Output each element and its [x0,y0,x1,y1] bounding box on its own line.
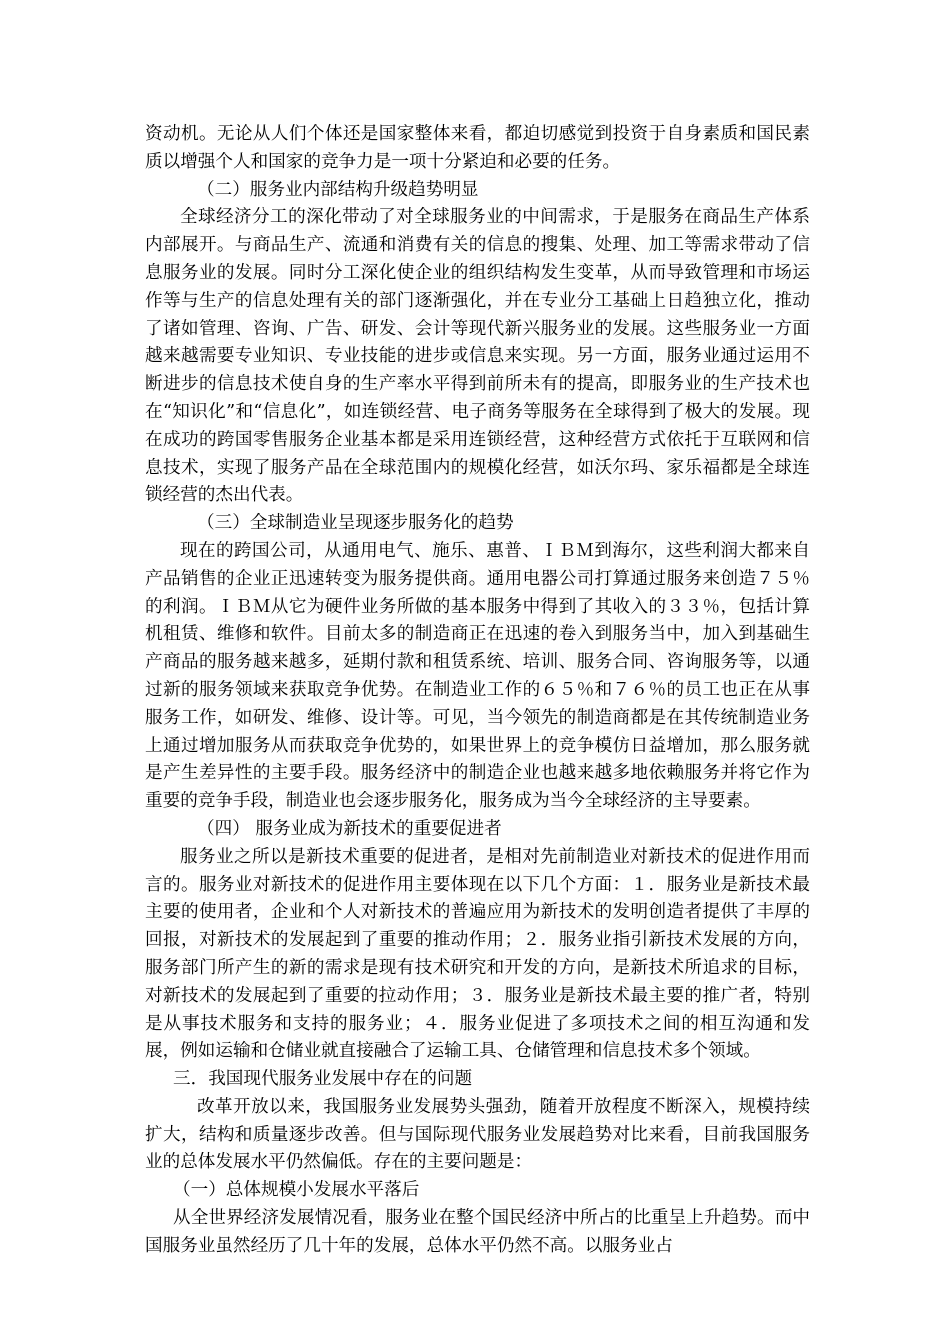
paragraph-continuation: 资动机。无论从人们个体还是国家整体来看，都迫切感觉到投资于自身素质和国民素质以增强个人和国家的竞争力是一项十分紧迫和必要的任务。 [145,124,810,172]
paragraph-3: 现在的跨国公司，从通用电气、施乐、惠普、ＩＢＭ到海尔，这些利润大都来自产品销售的企业正迅速转变为服务提供商。通用电器公司打算通过服务来创造７５％的利润。ＩＢＭ从它为硬件业务所做的基本服务中得到了其收入的３３％，包括计算机租赁、维修和软件。目前太多的制造商正在迅速的卷入到服务当中，加入到基础生产商品的服务越来越多，延期付款和租赁系统、培训、服务合同、咨询服务等，以通过新的服务领域来获取竞争优势。在制造业工作的６５％和７６％的员工也正在从事服务工作，如研发、维修、设计等。可见，当今领先的制造商都是在其传统制造业务上通过增加服务从而获取竞争优势的，如果世界上的竞争模仿日益增加，那么服务就是产生差异性的主要手段。服务经济中的制造企业也越来越多地依赖服务并将它作为重要的竞争手段，制造业也会逐步服务化，服务成为当今全球经济的主导要素。 [145,540,810,812]
paragraph-5: 改革开放以来，我国服务业发展势头强劲，随着开放程度不断深入，规模持续扩大，结构和质量逐步改善。但与国际现代服务业发展趋势对比来看，目前我国服务业的总体发展水平仍然偏低。存在的主要问题是： [145,1096,810,1173]
section-3-title: 三．我国现代服务业发展中存在的问题 [173,1069,473,1090]
paragraph-2: 全球经济分工的深化带动了对全球服务业的中间需求，于是服务在商品生产体系内部展开。与商品生产、流通和消费有关的信息的搜集、处理、加工等需求带动了信息服务业的发展。同时分工深化使企业的组织结构发生变革，从而导致管理和市场运作等与生产的信息处理有关的部门逐渐强化，并在专业分工基础上日趋独立化，推动了诸如管理、咨询、广告、研发、会计等现代新兴服务业的发展。这些服务业一方面越来越需要专业知识、专业技能的进步或信息来实现。另一方面，服务业通过运用不断进步的信息技术使自身的生产率水平得到前所未有的提高，即服务业的生产技术也在“知识化”和“信息化”，如连锁经营、电子商务等服务在全球得到了极大的发展。现在成功的跨国零售服务企业基本都是采用连锁经营，这种经营方式依托于互联网和信息技术，实现了服务产品在全球范围内的规模化经营，如沃尔玛、家乐福都是全球连锁经营的杰出代表。 [145,207,810,506]
heading-6: （一）总体规模小发展水平落后 [173,1180,420,1201]
heading-3: （三）全球制造业呈现逐步服务化的趋势 [197,513,514,534]
paragraph-4: 服务业之所以是新技术重要的促进者，是相对先前制造业对新技术的促进作用而言的。服务业对新技术的促进作用主要体现在以下几个方面：１．服务业是新技术最主要的使用者，企业和个人对新技术的普遍应用为新技术的发明创造者提供了丰厚的回报，对新技术的发展起到了重要的推动作用；２．服务业指引新技术发展的方向，服务部门所产生的新的需求是现有技术研究和开发的方向，是新技术所追求的目标，对新技术的发展起到了重要的拉动作用；３．服务业是新技术最主要的推广者，特别是从事技术服务和支持的服务业；４．服务业促进了多项技术之间的相互沟通和发展，例如运输和仓储业就直接融合了运输工具、仓储管理和信息技术多个领域。 [145,846,810,1062]
heading-2: （二）服务业内部结构升级趋势明显 [197,179,479,200]
heading-4: （四） 服务业成为新技术的重要促进者 [197,818,502,839]
paragraph-6: 从全世界经济发展情况看，服务业在整个国民经济中所占的比重呈上升趋势。而中国服务业虽然经历了几十年的发展，总体水平仍然不高。以服务业占 [145,1208,810,1256]
document-page [145,121,810,1261]
